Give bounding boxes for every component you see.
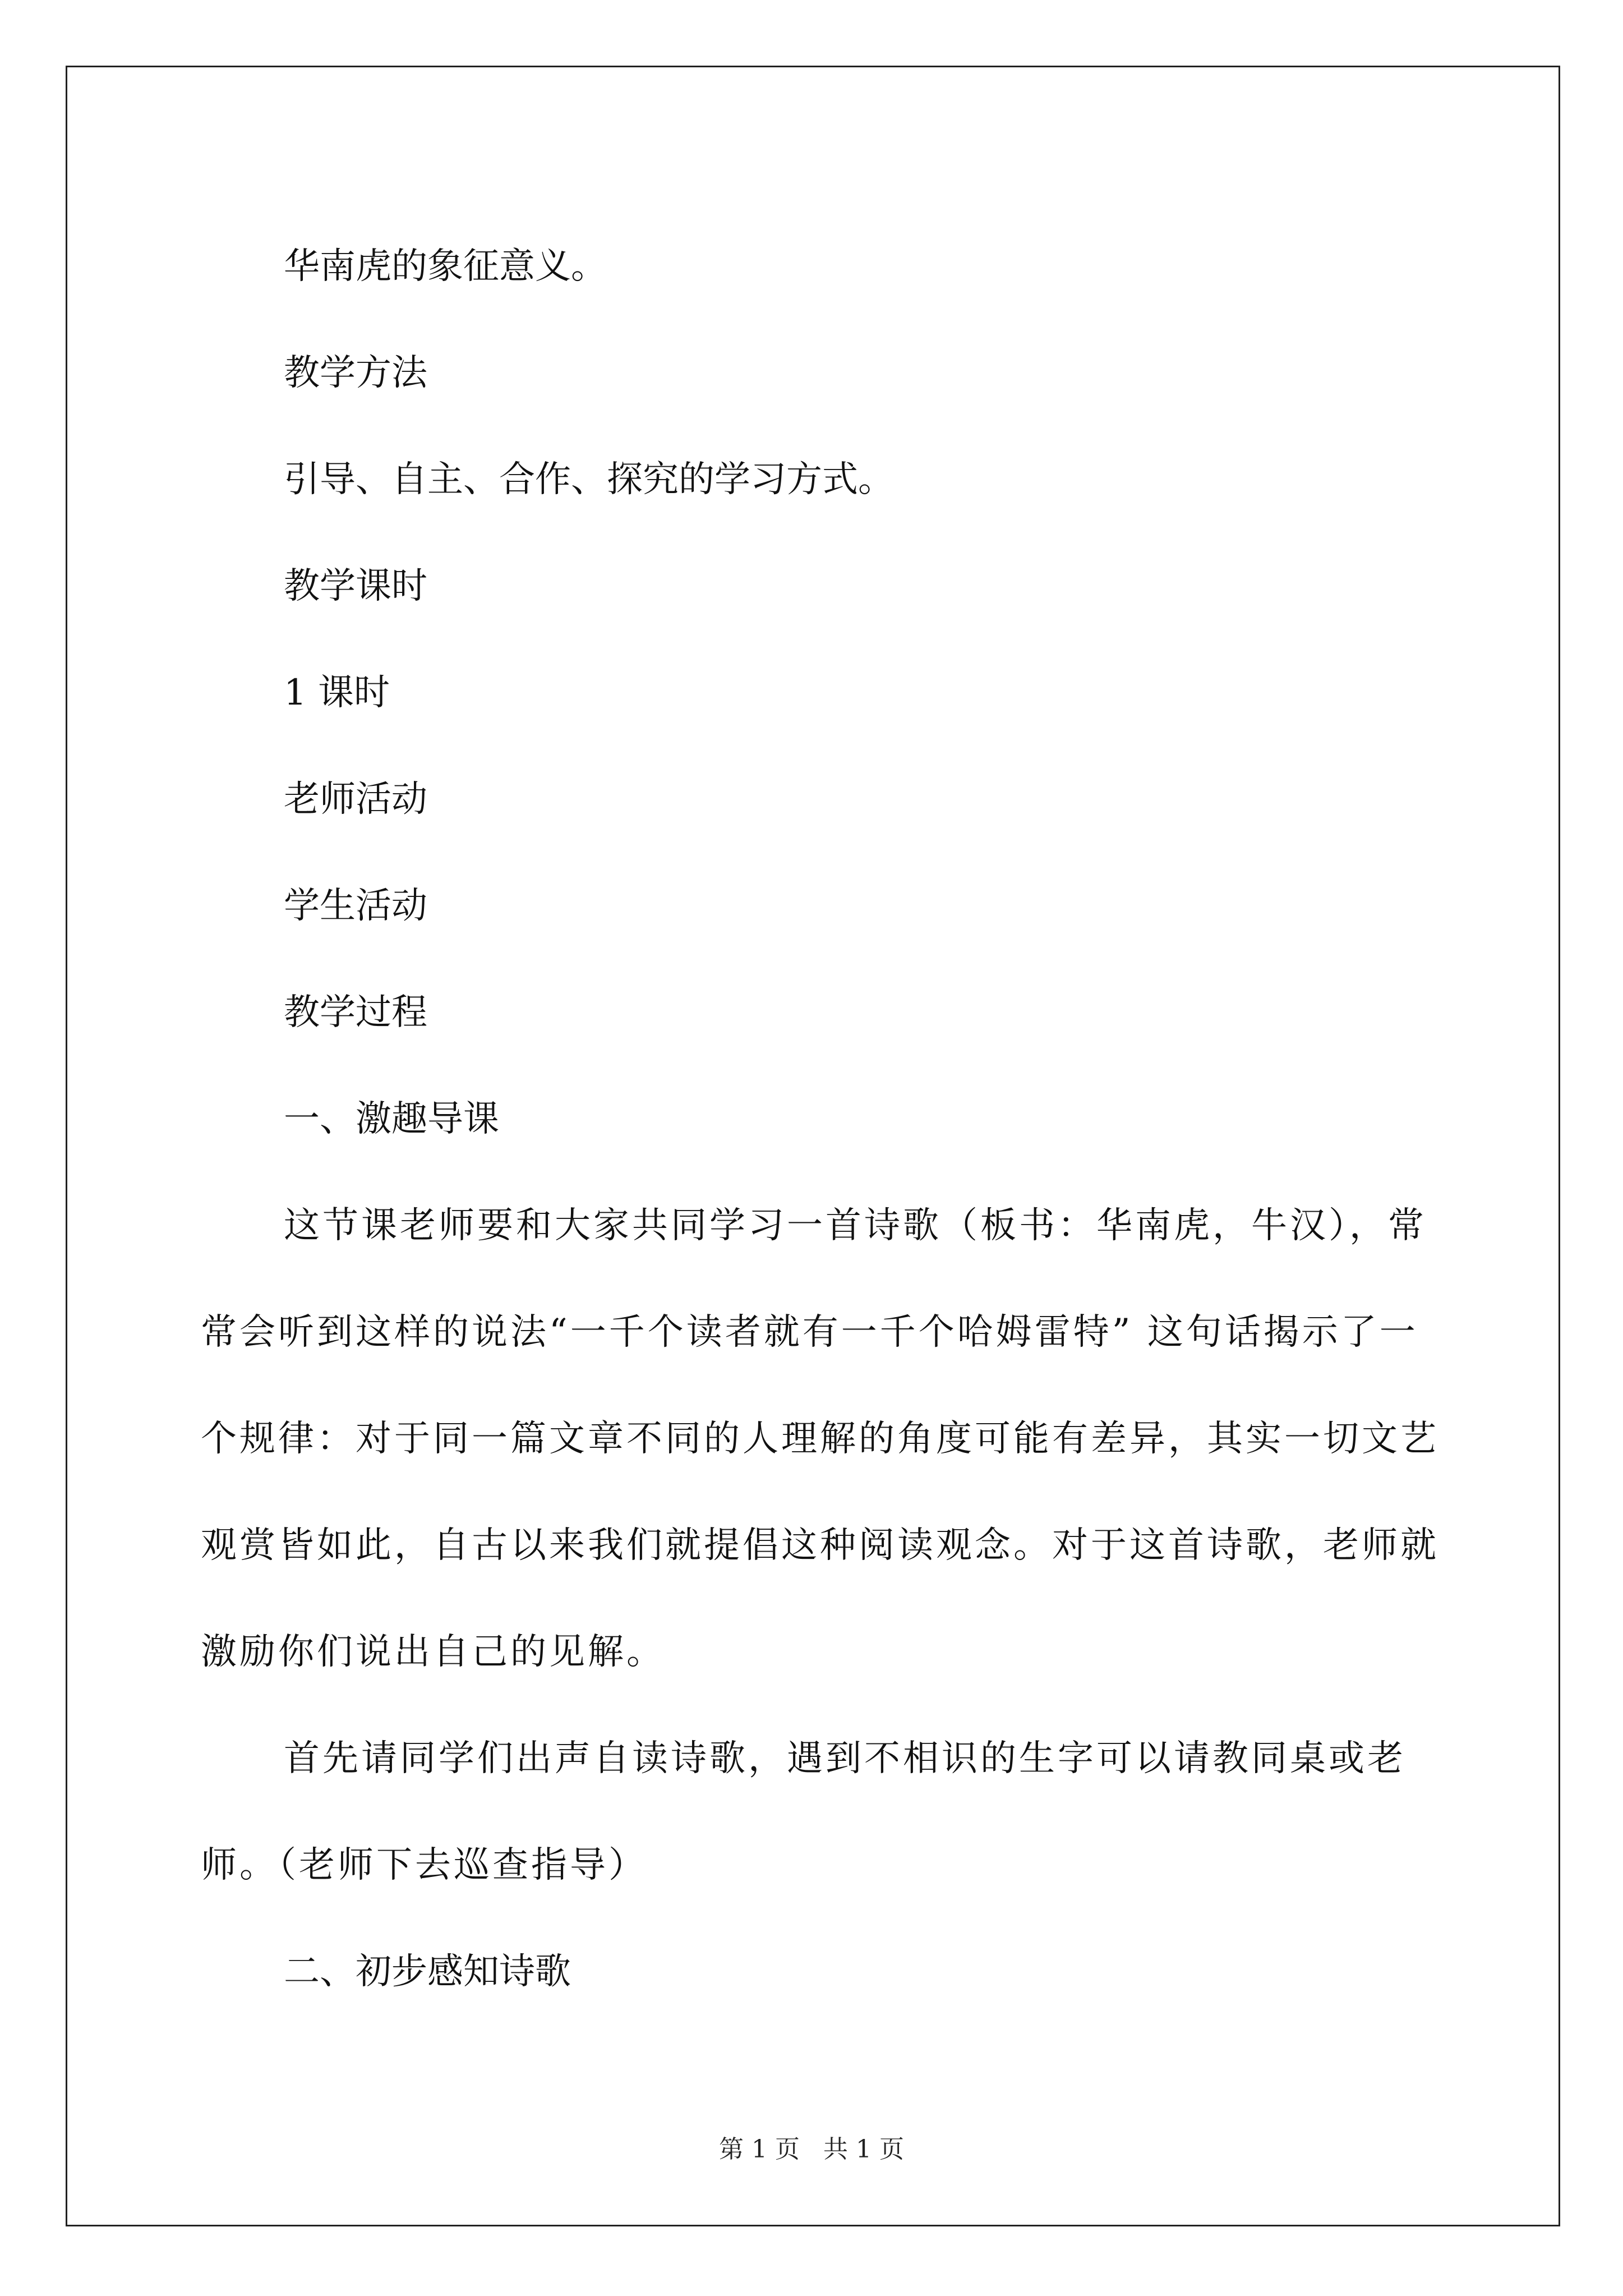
section-heading: 一、激趣导课 xyxy=(284,1098,499,1140)
page-number: 第 1 页 xyxy=(719,2135,800,2164)
section-heading: 教学方法 xyxy=(284,352,427,394)
section-heading: 二、初步感知诗歌 xyxy=(284,1951,571,1993)
body-paragraph: 这节课老师要和大家共同学习一首诗歌（板书：华南虎，牛汉），常常会听到这样的说法“一千个读者就有一千个哈姆雷特” 这句话揭示了一个规律：对于同一篇文章不同的人理解的角度可能有差异，其实一切文艺观赏皆如此，自古以来我们就提倡这种阅读观念。对于这首诗歌，老师就激励你们说出自己的见解。 xyxy=(201,1205,1439,1673)
paragraph: 华南虎的象征意义。 xyxy=(284,246,607,287)
page-footer xyxy=(0,2129,1623,2165)
paragraph: 1 课时 xyxy=(284,672,390,714)
section-heading: 教学过程 xyxy=(284,992,427,1033)
paragraph: 学生活动 xyxy=(284,885,427,927)
paragraph: 引导、自主、合作、探究的学习方式。 xyxy=(284,459,894,500)
paragraph: 老师活动 xyxy=(284,779,427,820)
section-heading: 教学课时 xyxy=(284,565,427,607)
document-body xyxy=(201,213,1451,2025)
body-paragraph: 首先请同学们出声自读诗歌，遇到不相识的生字可以请教同桌或老师。（老师下去巡查指导） xyxy=(201,1738,1406,1886)
page-total: 共 1 页 xyxy=(823,2135,904,2164)
